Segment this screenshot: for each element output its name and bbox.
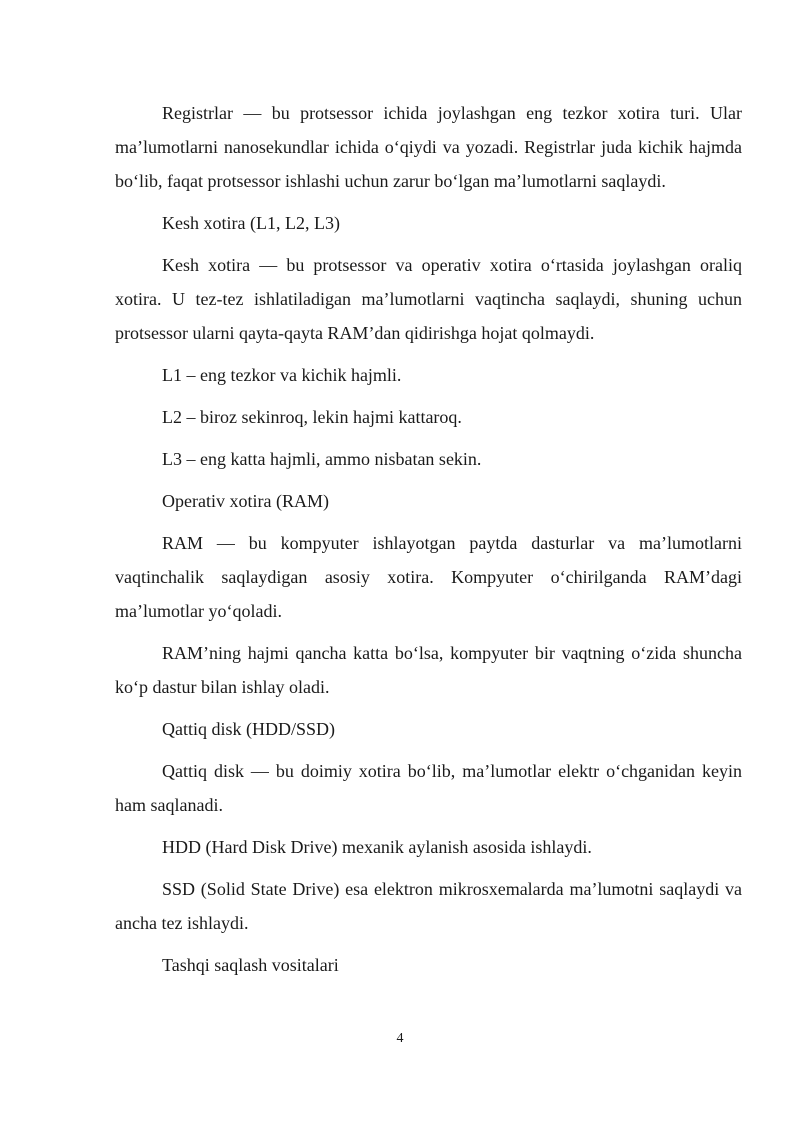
- page-number: 4: [396, 1031, 404, 1046]
- heading-hard-disk: Qattiq disk (HDD/SSD): [162, 719, 336, 739]
- list-item-l3: L3 – eng katta hajmli, ammo nisbatan sekin.: [162, 449, 482, 469]
- list-item-l1: L1 – eng tezkor va kichik hajmli.: [162, 365, 402, 385]
- paragraph-registers: Registrlar — bu protsessor ichida joylashgan eng tezkor xotira turi. Ular ma’lumotlarni nanosekundlar ichida o‘qiydi va yozadi. Registrlar juda kichik hajmda bo‘lib, faqat protsessor ishlashi uchun zarur bo‘lgan ma’lumotlarni saqlaydi.: [115, 103, 742, 191]
- paragraph-ram-size: RAM’ning hajmi qancha katta bo‘lsa, kompyuter bir vaqtning o‘zida shuncha ko‘p dastur bilan ishlay oladi.: [115, 643, 742, 697]
- paragraph-hdd: HDD (Hard Disk Drive) mexanik aylanish asosida ishlaydi.: [162, 837, 592, 857]
- list-item-l2: L2 – biroz sekinroq, lekin hajmi kattaroq.: [162, 407, 462, 427]
- heading-external-storage: Tashqi saqlash vositalari: [162, 955, 339, 975]
- heading-cache-memory: Kesh xotira (L1, L2, L3): [162, 213, 340, 233]
- paragraph-ssd: SSD (Solid State Drive) esa elektron mikrosxemalarda ma’lumotni saqlaydi va ancha tez ishlaydi.: [115, 879, 742, 933]
- paragraph-cache-memory: Kesh xotira — bu protsessor va operativ xotira o‘rtasida joylashgan oraliq xotira. U tez-tez ishlatiladigan ma’lumotlarni vaqtincha saqlaydi, shuning uchun protsessor ularni qayta-qayta RAM’dan qidirishga hojat qolmaydi.: [115, 255, 742, 343]
- paragraph-ram: RAM — bu kompyuter ishlayotgan paytda dasturlar va ma’lumotlarni vaqtinchalik saqlaydigan asosiy xotira. Kompyuter o‘chirilganda RAM’dagi ma’lumotlar yo‘qoladi.: [115, 533, 742, 621]
- page-body: [115, 96, 742, 990]
- paragraph-hard-disk: Qattiq disk — bu doimiy xotira bo‘lib, ma’lumotlar elektr o‘chganidan keyin ham saqlanadi.: [115, 761, 742, 815]
- heading-ram: Operativ xotira (RAM): [162, 491, 329, 511]
